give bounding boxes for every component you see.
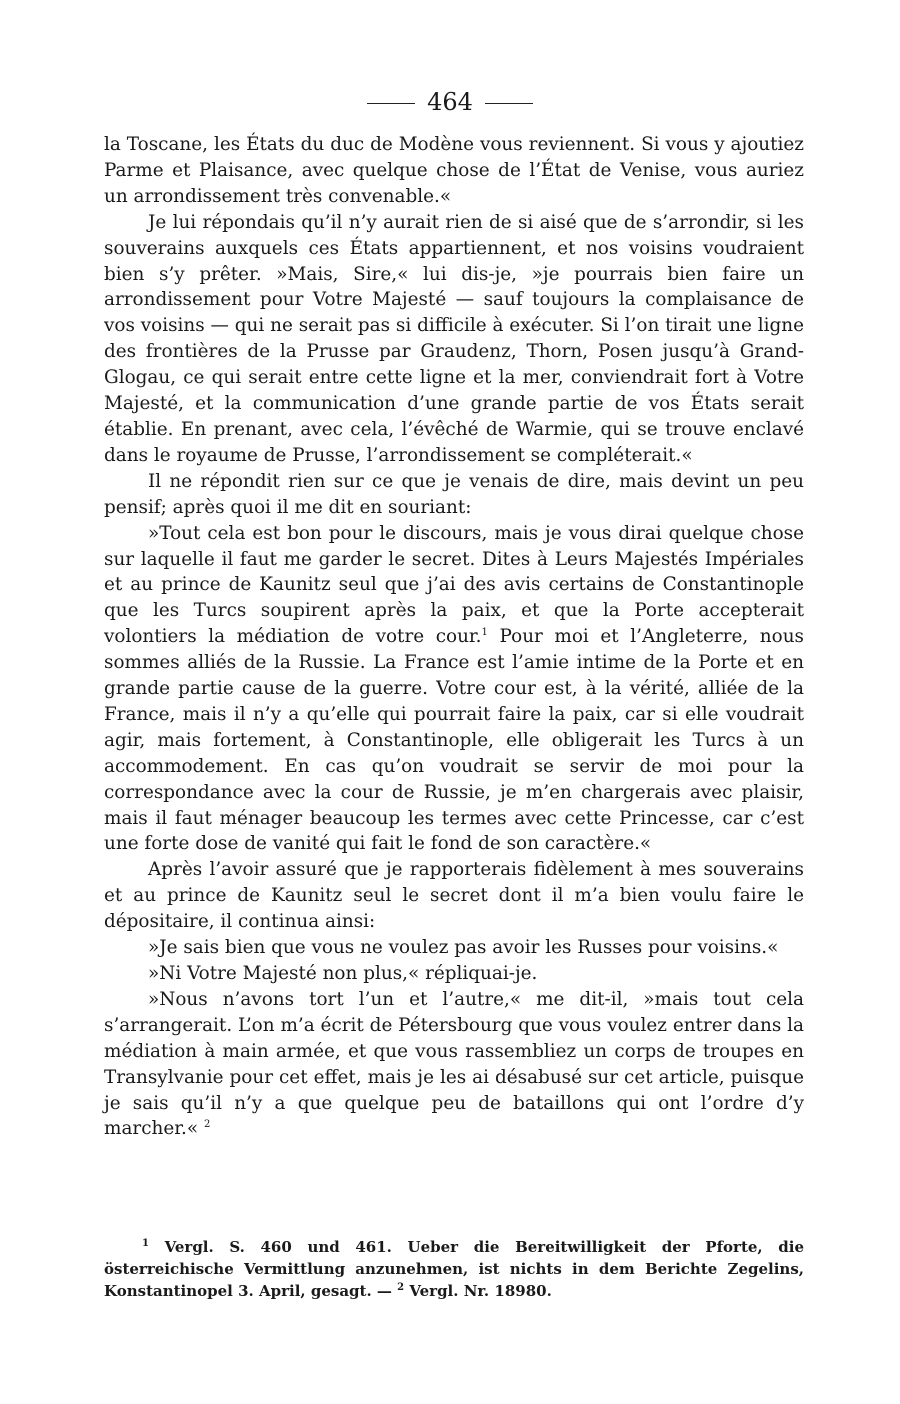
paragraph-4-part-b: Pour moi et l’Angleterre, nous sommes alliés de la Russie. La France est l’amie intime de la Porte et en grande partie cause de la guerre. Votre cour est, à la vérité, alliée de la France, mais il n’y a qu’elle qui pourrait faire la paix, car si elle voudrait agir, mais fortement, à Constantinople, elle obligerait les Turcs à un accommodement. En cas qu’on voudrait se servir de moi pour la correspondance avec la cour de Russie, je m’en chargerais avec plaisir, mais il faut ménager beaucoup les termes avec cette Princesse, car c’est une forte dose de vanité qui fait le fond de son caractère.« bbox=[104, 626, 804, 855]
page-number: 464 bbox=[427, 88, 473, 116]
paragraph-2: Je lui répondais qu’il n’y aurait rien de si aisé que de s’arrondir, si les souverains auxquels ces États appartiennent, et nos voisins voudraient bien s’y prêter. »Mais, Sire,« lui dis-je, »je pourrais bien faire un arrondissement pour Votre Majesté — sauf toujours la complaisance de vos voisins — qui ne serait pas si difficile à exécuter. Si l’on tirait une ligne des frontières de la Prusse par Graudenz, Thorn, Posen jusqu’à Grand-Glogau, ce qui serait entre cette ligne et la mer, conviendrait fort à Votre Majesté, et la communication d’une grande partie de vos États serait établie. En prenant, avec cela, l’évêché de Warmie, qui se trouve enclavé dans le royaume de Prusse, l’arrondissement se compléterait.« bbox=[104, 211, 804, 466]
paragraph-8 bbox=[104, 987, 804, 1142]
footnote-ref-1: 1 bbox=[481, 627, 488, 639]
paragraph-4 bbox=[104, 521, 804, 858]
paragraph-8-text: »Nous n’avons tort l’un et l’autre,« me dit-il, »mais tout cela s’arrangerait. L’on m’a écrit de Pétersbourg que vous voulez entrer dans la médiation à main armée, et que vous rassembliez un corps de troupes en Transylvanie pour cet effet, mais je les ai désabusé sur cet article, puisque je sais qu’il n’y a que quelque peu de bataillons qui ont l’ordre d’y marcher.« bbox=[104, 988, 804, 1140]
footnote-marker-2: 2 bbox=[397, 1282, 405, 1293]
footnote-2-text: Vergl. Nr. 18980. bbox=[409, 1282, 552, 1300]
footnotes bbox=[104, 1236, 804, 1302]
page-header bbox=[0, 88, 900, 116]
paragraph-3: Il ne répondit rien sur ce que je venais de dire, mais devint un peu pensif; après quoi il me dit en souriant: bbox=[104, 470, 804, 518]
footnote-block bbox=[104, 1236, 804, 1302]
paragraph-1: la Toscane, les États du duc de Modène vous reviennent. Si vous y ajoutiez Parme et Plaisance, avec quelque chose de l’État de Venise, vous auriez un arrondissement très convenable.« bbox=[104, 134, 804, 207]
paragraph-7: »Ni Votre Majesté non plus,« répliquai-je. bbox=[148, 963, 538, 984]
footnote-marker-1: 1 bbox=[142, 1238, 149, 1249]
paragraph-4-part-a: »Tout cela est bon pour le discours, mais je vous dirai quelque chose sur laquelle il faut me garder le secret. Dites à Leurs Majestés Impériales et au prince de Kaunitz seul que j’ai des avis certains de Constantinople que les Turcs soupirent après la paix, et que la Porte accepterait volontiers la médiation de votre cour. bbox=[104, 522, 804, 648]
paragraph-6: »Je sais bien que vous ne voulez pas avoir les Russes pour voisins.« bbox=[148, 937, 779, 959]
footnote-1-text: Vergl. S. 460 und 461. Ueber die Bereitwilligkeit der Pforte, die österreichische Vermittlung anzunehmen, ist nichts in dem Berichte Zegelins, Konstantinopel 3. April, gesagt. — bbox=[104, 1238, 804, 1300]
main-text bbox=[104, 132, 804, 1142]
header-dash-right bbox=[485, 103, 533, 104]
paragraph-5: Après l’avoir assuré que je rapporterais fidèlement à mes souverains et au prince de Kaunitz seul le secret dont il m’a bien voulu faire le dépositaire, il continua ainsi: bbox=[104, 859, 804, 933]
header-dash-left bbox=[367, 103, 415, 104]
footnote-ref-2: 2 bbox=[203, 1119, 211, 1131]
